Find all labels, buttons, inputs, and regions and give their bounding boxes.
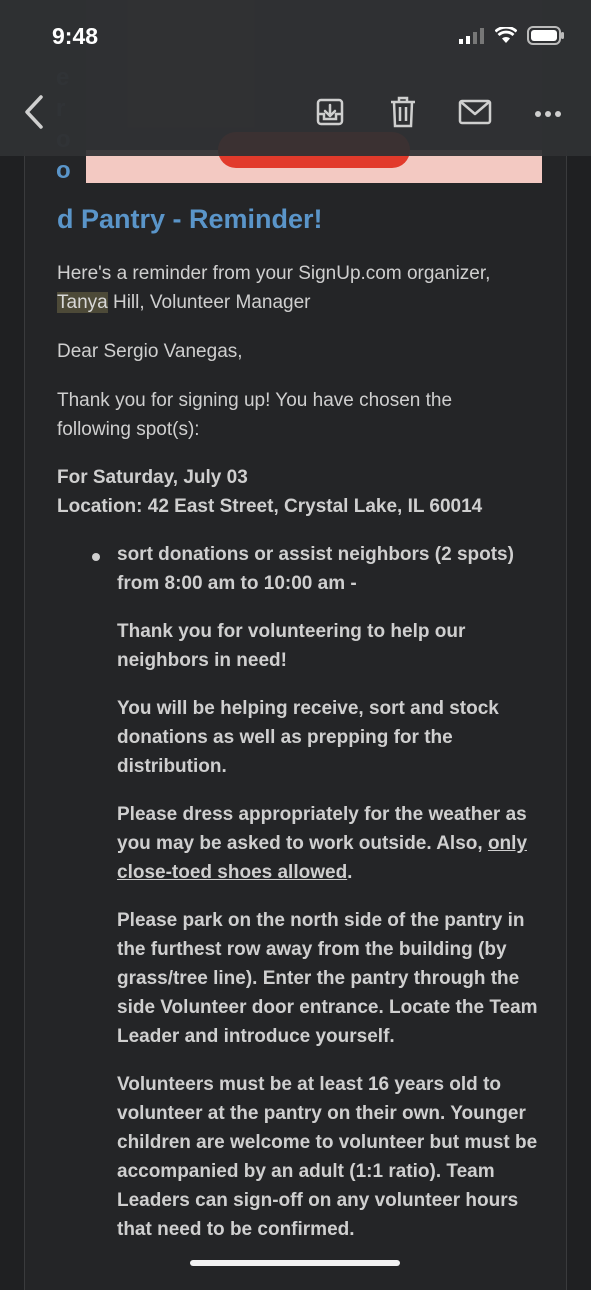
spot-paragraph-dress xyxy=(117,800,542,887)
organizer-first-name: Tanya xyxy=(57,292,108,313)
back-button[interactable] xyxy=(16,96,52,132)
chevron-left-icon xyxy=(23,95,45,134)
spot-paragraph: Thank you for volunteering to help our neighbors in need! xyxy=(117,621,466,671)
email-title: d Pantry - Reminder! xyxy=(57,204,323,234)
greeting: Dear Sergio Vanegas, xyxy=(57,341,243,362)
mail-button[interactable] xyxy=(457,96,493,132)
status-icons xyxy=(459,26,565,50)
spot-paragraph: Please park on the north side of the pantry in the furthest row away from the building (by grass/tree line). Enter the pantry through the side Volunteer door entrance. Locate the Team Leader and introduce yourself. xyxy=(117,910,538,1047)
more-button[interactable] xyxy=(530,96,566,132)
archive-icon xyxy=(315,97,345,132)
spot-paragraph: Volunteers must be at least 16 years old to volunteer at the pantry on their own. Younger children are welcome to volunteer but must be accompanied by an adult (1:1 ratio). Team Leaders can sign-off on any volunteer hours that need to be confirmed. xyxy=(117,1074,538,1240)
date-line: For Saturday, July 03 xyxy=(57,467,248,488)
closed-toe-shoes-link[interactable]: only close-toed shoes allowed xyxy=(117,833,528,883)
location-line: Location: 42 East Street, Crystal Lake, IL 60014 xyxy=(57,496,483,517)
title-letter: o xyxy=(56,157,71,184)
dress-text: Please dress appropriately for the weather as you may be asked to work outside. Also, xyxy=(117,804,527,854)
intro-text xyxy=(57,259,541,317)
battery-icon xyxy=(527,26,565,50)
organizer-rest: Hill, Volunteer Manager xyxy=(107,292,311,313)
dress-end: . xyxy=(347,862,353,883)
spot-list-item xyxy=(117,540,542,1263)
spot-title: sort donations or assist neighbors (2 spots) from 8:00 am to 10:00 am - xyxy=(117,544,514,594)
home-indicator[interactable] xyxy=(190,1260,400,1266)
spot-paragraph: You will be helping receive, sort and stock donations as well as prepping for the distribution. xyxy=(117,698,499,777)
cellular-signal-icon xyxy=(459,28,485,49)
archive-button[interactable] xyxy=(312,96,348,132)
mail-icon xyxy=(458,99,492,130)
bullet-dot xyxy=(92,553,100,561)
top-navigation-overlay xyxy=(0,0,591,156)
more-icon xyxy=(534,105,562,123)
trash-button[interactable] xyxy=(385,96,421,132)
intro-line: Here's a reminder from your SignUp.com organizer, xyxy=(57,263,491,284)
status-time: 9:48 xyxy=(52,23,99,49)
wifi-icon xyxy=(495,27,517,49)
thanks-text: Thank you for signing up! You have chosen the following spot(s): xyxy=(57,390,453,440)
trash-icon xyxy=(389,96,417,133)
